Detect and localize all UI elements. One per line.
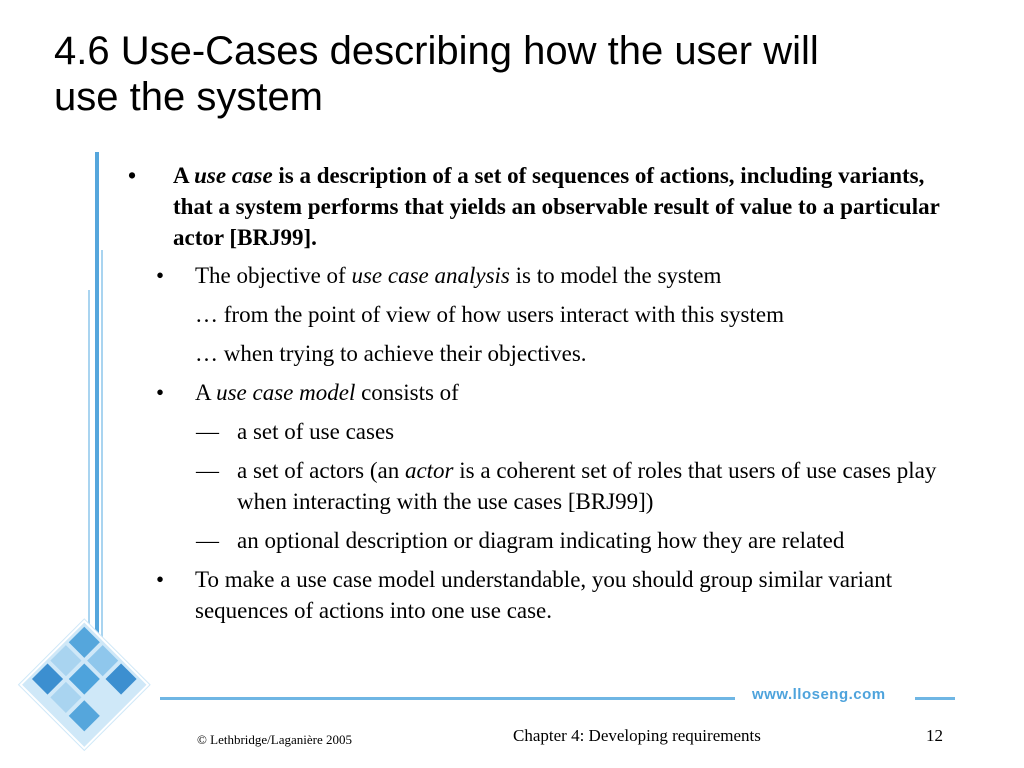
copyright: © Lethbridge/Laganière 2005 — [197, 732, 352, 747]
bullet-understandable-model — [128, 564, 958, 626]
text: is a coherent set of roles that users of use cases play when interacting with the use cases [BRJ99]) — [237, 458, 937, 514]
slide-body — [128, 160, 958, 634]
continuation-objectives: … when trying to achieve their objectives. — [195, 341, 587, 366]
bullet-marker: • — [128, 163, 137, 188]
continuation-point-of-view: … from the point of view of how users interact with this system — [195, 302, 784, 327]
text: an optional description or diagram indicating how they are related — [237, 528, 845, 553]
emphasis-use-case-analysis: use case analysis — [351, 263, 510, 288]
slide-title-line-1: 4.6 Use-Cases describing how the user will — [54, 29, 819, 73]
text: A — [195, 380, 217, 405]
slide-title — [54, 28, 994, 120]
bullet-marker: • — [156, 567, 165, 592]
emphasis-use-case: use case — [194, 163, 273, 188]
footer-divider-line-end — [915, 697, 955, 700]
text: A — [173, 163, 195, 188]
page-number: 12 — [926, 726, 943, 745]
sub-item-actors — [128, 455, 958, 517]
sub-item-use-cases — [128, 416, 958, 447]
decor-vertical-line-3 — [88, 290, 90, 630]
bullet-use-case-model — [128, 377, 958, 408]
emphasis-actor: actor — [404, 458, 454, 483]
bullet-marker: • — [156, 380, 165, 405]
text: is to model the system — [509, 263, 722, 288]
bullet-objective — [128, 260, 958, 291]
dash-marker: — — [196, 419, 219, 444]
website-url: www.lloseng.com — [752, 686, 886, 703]
bullet-marker: • — [156, 263, 165, 288]
text: The objective of — [195, 263, 352, 288]
text: To make a use case model understandable, you should group similar variant sequences of actions into one use case. — [195, 567, 893, 623]
text: consists of — [355, 380, 459, 405]
bullet-use-case-definition — [128, 160, 958, 253]
text: a set of actors (an — [237, 458, 405, 483]
text: a set of use cases — [237, 419, 395, 444]
text: is a description of a set of sequences of actions, including variants, that a system performs that yields an observable result of value to a particular actor [BRJ99]. — [173, 163, 940, 250]
chapter-title: Chapter 4: Developing requirements — [513, 726, 761, 745]
dash-marker: — — [196, 458, 219, 483]
slide-title-line-2: use the system — [54, 75, 324, 119]
dash-marker: — — [196, 528, 219, 553]
sub-item-optional-description — [128, 525, 958, 556]
emphasis-use-case-model: use case model — [216, 380, 356, 405]
footer-divider-line — [160, 697, 735, 700]
